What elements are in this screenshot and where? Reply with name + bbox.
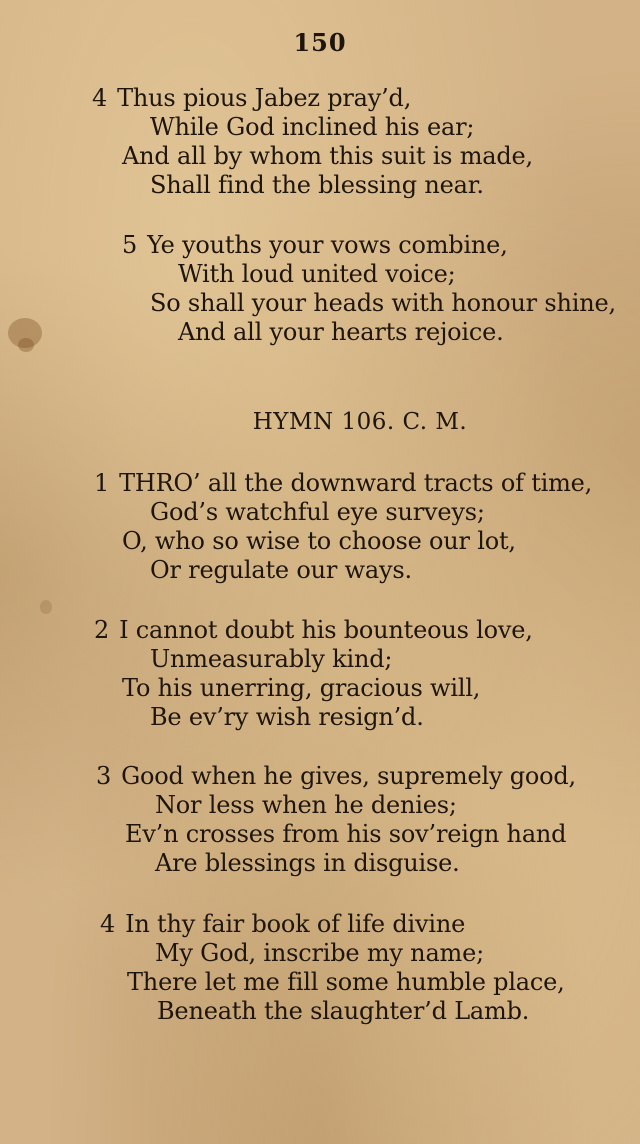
verse-line: 1 THRO’ all the downward tracts of time,	[94, 469, 593, 497]
verse-line: Shall find the blessing near.	[150, 171, 484, 199]
verse-line: 5 Ye youths your vows combine,	[122, 231, 508, 259]
verse-line: O, who so wise to choose our lot,	[122, 527, 516, 555]
verse-number: 5	[122, 231, 138, 259]
verse-number: 2	[94, 616, 110, 644]
verse-line: And all your hearts rejoice.	[178, 318, 504, 346]
verse-line: While God inclined his ear;	[150, 113, 475, 141]
hymn-title: HYMN 106. C. M.	[252, 409, 468, 435]
paper-stain	[40, 600, 52, 614]
verse-line: There let me fill some humble place,	[127, 968, 565, 996]
verse-line: 3 Good when he gives, supremely good,	[96, 762, 576, 790]
verse-number: 3	[96, 762, 112, 790]
verse-line: 4 Thus pious Jabez pray’d,	[92, 84, 412, 112]
verse-line: With loud united voice;	[178, 260, 456, 288]
verse-line: God’s watchful eye surveys;	[150, 498, 485, 526]
verse-line: Are blessings in disguise.	[155, 849, 460, 877]
verse-line: 4 In thy fair book of life divine	[100, 910, 466, 938]
verse-line: So shall your heads with honour shine,	[150, 289, 616, 317]
paper-stain	[18, 338, 34, 352]
page-number: 150	[293, 28, 347, 57]
verse-line: Unmeasurably kind;	[150, 645, 393, 673]
verse-line: Ev’n crosses from his sov’reign hand	[125, 820, 567, 848]
verse-line: To his unerring, gracious will,	[122, 674, 481, 702]
verse-line: 2 I cannot doubt his bounteous love,	[94, 616, 533, 644]
verse-line: Beneath the slaughter’d Lamb.	[157, 997, 530, 1025]
verse-line: Or regulate our ways.	[150, 556, 412, 584]
verse-number: 4	[100, 910, 116, 938]
verse-line: My God, inscribe my name;	[155, 939, 484, 967]
verse-line: Be ev’ry wish resign’d.	[150, 703, 424, 731]
verse-line: Nor less when he denies;	[155, 791, 457, 819]
verse-number: 4	[92, 84, 108, 112]
verse-number: 1	[94, 469, 110, 497]
verse-line: And all by whom this suit is made,	[122, 142, 533, 170]
